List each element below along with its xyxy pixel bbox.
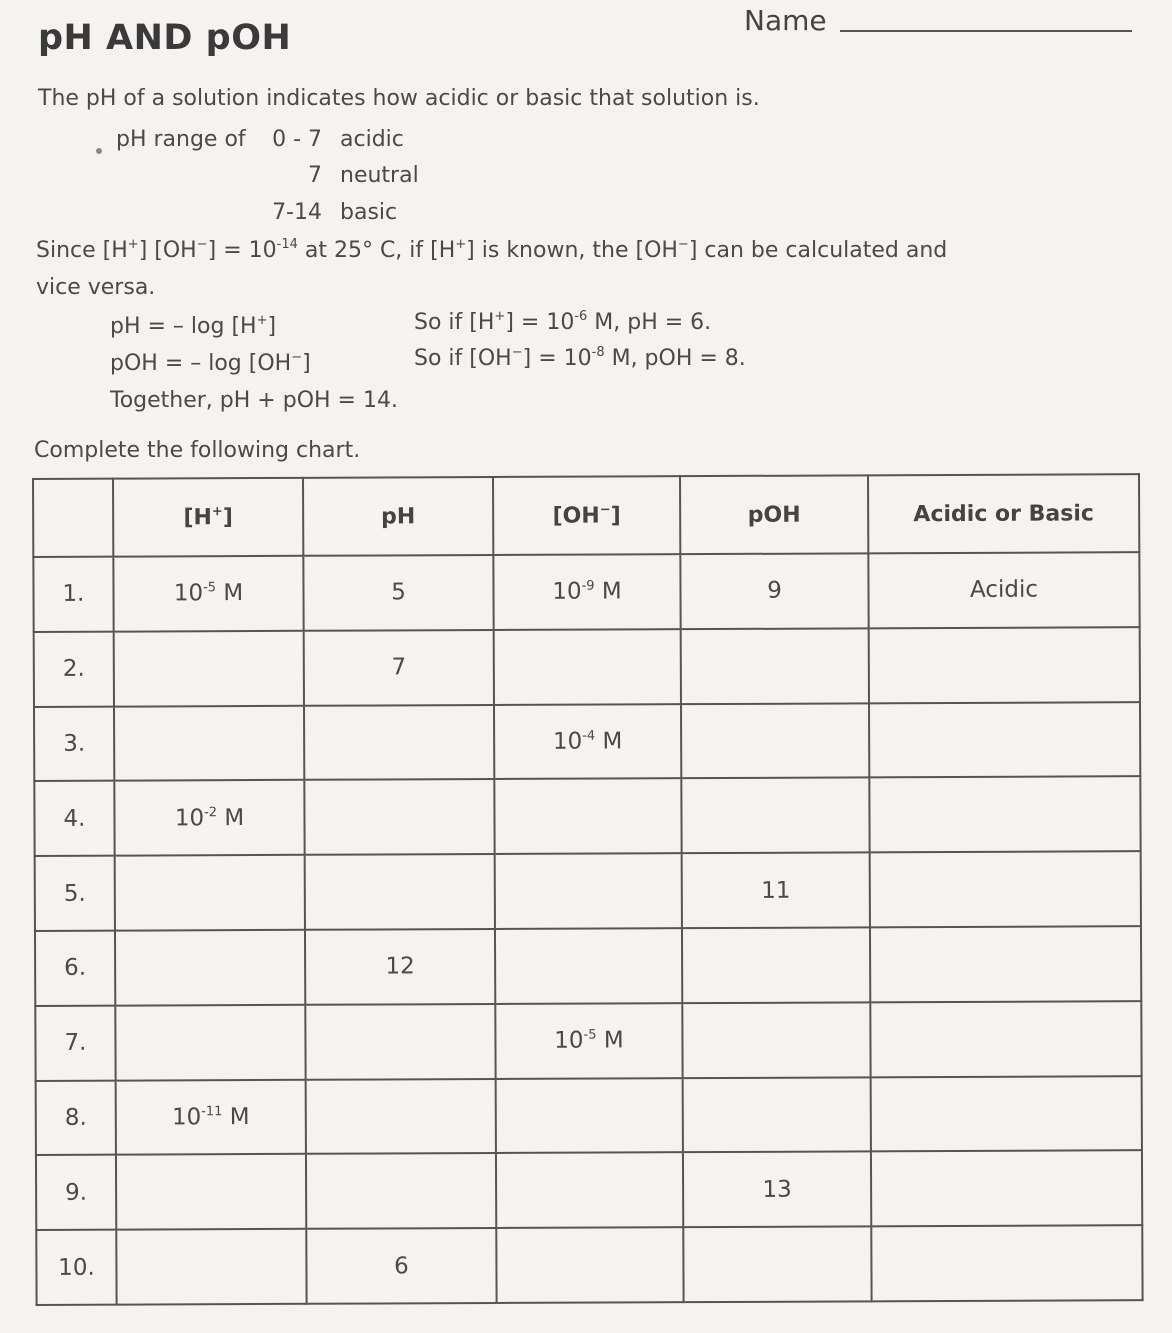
header-h-concentration: [H+]: [113, 478, 303, 557]
cell-ph[interactable]: 12: [305, 929, 495, 1005]
cell-acidic-or-basic[interactable]: [870, 851, 1141, 927]
name-label: Name: [744, 4, 827, 37]
cell-acidic-or-basic[interactable]: [869, 777, 1140, 853]
ph-formula: pH = – log [H+]: [110, 313, 277, 339]
table-row: [36, 1225, 1142, 1305]
cell-poh[interactable]: [682, 927, 870, 1003]
header-ph: pH: [303, 477, 493, 556]
cell-ph[interactable]: [306, 1079, 496, 1155]
cell-h-concentration[interactable]: $10^{-11}$ M: [116, 1079, 306, 1155]
cell-ph[interactable]: [305, 854, 495, 930]
header-poh: pOH: [680, 475, 868, 554]
cell-poh[interactable]: [681, 628, 869, 704]
cell-oh-concentration[interactable]: [496, 1153, 683, 1229]
cell-oh-concentration[interactable]: $10^{-5}$ M: [495, 1003, 682, 1079]
cell-poh[interactable]: 9: [680, 553, 868, 629]
cell-oh-concentration[interactable]: [495, 928, 682, 1004]
cell-h-concentration[interactable]: [115, 855, 305, 931]
cell-h-concentration[interactable]: $10^{-2}$ M: [114, 780, 304, 856]
table-row: [34, 627, 1140, 707]
cell-h-concentration[interactable]: [116, 1154, 306, 1230]
poh-formula: pOH = – log [OH−]: [110, 350, 311, 376]
ph-poh-chart: [32, 473, 1144, 1306]
header-number: [33, 479, 113, 557]
range-desc-neutral: neutral: [340, 163, 419, 188]
row-number: 5.: [35, 856, 115, 931]
row-number: 10.: [36, 1230, 116, 1305]
page-title: pH AND pOH: [38, 18, 292, 58]
cell-ph[interactable]: [304, 705, 494, 781]
cell-poh[interactable]: [683, 1227, 871, 1303]
ion-product-sentence-cont: vice versa.: [36, 275, 156, 300]
cell-h-concentration[interactable]: $10^{-5}$ M: [113, 556, 303, 632]
table-row: [34, 777, 1140, 857]
row-number: 3.: [34, 706, 114, 781]
header-acidic-or-basic: Acidic or Basic: [868, 474, 1139, 553]
cell-poh[interactable]: [682, 1002, 870, 1078]
cell-h-concentration[interactable]: [114, 631, 304, 707]
row-number: 9.: [36, 1155, 116, 1230]
table-row: [34, 702, 1140, 782]
table-row: [36, 1151, 1142, 1231]
range-value-acidic: 0 - 7: [272, 127, 322, 152]
table-row: [36, 1076, 1142, 1156]
cell-ph[interactable]: 5: [303, 555, 493, 631]
cell-ph[interactable]: [305, 1004, 495, 1080]
row-number: 6.: [35, 931, 115, 1006]
cell-poh[interactable]: [683, 1077, 871, 1153]
cell-oh-concentration[interactable]: $10^{-4}$ M: [494, 704, 681, 780]
header-oh-concentration: [OH−]: [493, 476, 680, 555]
row-number: 4.: [34, 781, 114, 856]
range-value-basic: 7-14: [272, 200, 322, 225]
name-field-line[interactable]: [840, 30, 1132, 32]
cell-acidic-or-basic[interactable]: [871, 1076, 1142, 1152]
range-value-neutral: 7: [308, 163, 322, 188]
cell-ph[interactable]: [306, 1153, 496, 1229]
row-number: 1.: [33, 557, 113, 632]
cell-poh[interactable]: [681, 703, 869, 779]
cell-acidic-or-basic[interactable]: [869, 702, 1140, 778]
range-desc-basic: basic: [340, 200, 398, 225]
cell-ph[interactable]: 7: [304, 630, 494, 706]
cell-oh-concentration[interactable]: [496, 1227, 683, 1303]
cell-h-concentration[interactable]: [115, 930, 305, 1006]
cell-oh-concentration[interactable]: [495, 853, 682, 929]
row-number: 7.: [35, 1005, 115, 1080]
table-row: [35, 1001, 1141, 1081]
together-formula: Together, pH + pOH = 14.: [110, 388, 398, 413]
cell-ph[interactable]: [304, 779, 494, 855]
cell-oh-concentration[interactable]: [494, 629, 681, 705]
chart-header-row: [33, 474, 1139, 557]
intro-text: The pH of a solution indicates how acidic or basic that solution is.: [38, 86, 760, 111]
cell-poh[interactable]: 11: [682, 853, 870, 929]
ph-example: So if $[H^+] = 10^{-6}$ M, pH = 6.: [414, 309, 712, 335]
table-row: [35, 926, 1141, 1006]
cell-oh-concentration[interactable]: $10^{-9}$ M: [493, 554, 680, 630]
range-label: pH range of: [116, 127, 246, 152]
table-row: [33, 552, 1139, 632]
instruction-text: Complete the following chart.: [34, 438, 361, 463]
cell-h-concentration[interactable]: [116, 1229, 306, 1305]
range-desc-acidic: acidic: [340, 127, 404, 152]
row-number: 8.: [36, 1080, 116, 1155]
row-number: 2.: [34, 631, 114, 706]
cell-acidic-or-basic[interactable]: Acidic: [868, 552, 1139, 628]
bullet-mark: [96, 148, 102, 154]
cell-oh-concentration[interactable]: [496, 1078, 683, 1154]
cell-acidic-or-basic[interactable]: [869, 627, 1140, 703]
poh-example: So if $[OH^-] = 10^{-8}$ M, pOH = 8.: [414, 345, 746, 371]
cell-acidic-or-basic[interactable]: [871, 1225, 1142, 1301]
cell-h-concentration[interactable]: [115, 1005, 305, 1081]
cell-acidic-or-basic[interactable]: [871, 1151, 1142, 1227]
cell-ph[interactable]: 6: [306, 1228, 496, 1304]
ion-product-sentence: Since [H+] $[OH^-] = 10^{-14}$ at 25° C, if [H+] is known, the [OH−] can be calculated and: [36, 237, 948, 263]
cell-h-concentration[interactable]: [114, 705, 304, 781]
cell-acidic-or-basic[interactable]: [870, 926, 1141, 1002]
cell-poh[interactable]: [681, 778, 869, 854]
cell-acidic-or-basic[interactable]: [870, 1001, 1141, 1077]
cell-oh-concentration[interactable]: [494, 779, 681, 855]
table-row: [35, 851, 1141, 931]
cell-poh[interactable]: 13: [683, 1152, 871, 1228]
